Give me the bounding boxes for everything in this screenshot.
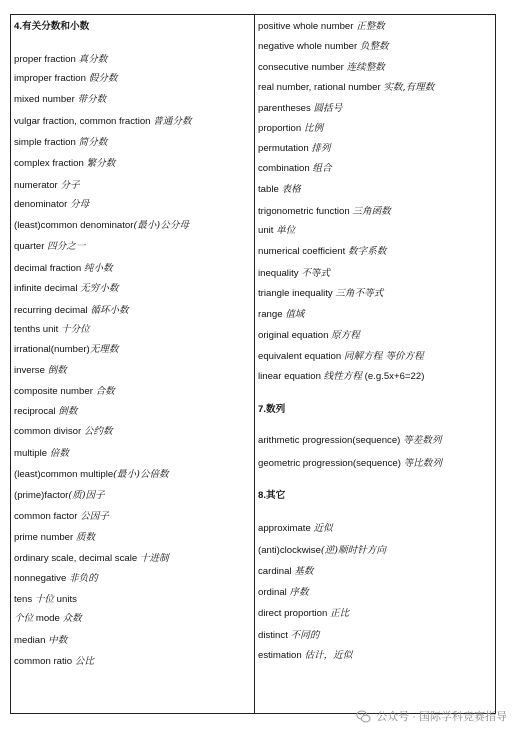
vocab-entry (14, 656, 94, 668)
term-english: range (258, 309, 286, 320)
vocab-entry (258, 371, 424, 383)
term-english: 4.有关分数和小数 (14, 21, 90, 32)
term-english: prime number (14, 532, 76, 543)
term-english: median (14, 635, 49, 646)
term-chinese: 近似 (313, 523, 333, 534)
term-english: (least)common denominator (14, 220, 134, 231)
term-english: inequality (258, 268, 302, 279)
term-english: permutation (258, 143, 312, 154)
term-english: approximate (258, 523, 314, 534)
vocab-entry (14, 94, 106, 106)
term-english: common factor (14, 511, 81, 522)
vocab-entry (14, 137, 107, 149)
vocab-entry (258, 103, 342, 115)
vocab-entry (258, 184, 301, 196)
vocab-entry (14, 116, 192, 128)
term-english: equivalent equation (258, 351, 344, 362)
vocab-entry (258, 608, 349, 620)
term-chinese: 三角函数 (352, 206, 391, 217)
term-chinese: 连续整数 (346, 62, 385, 73)
vocab-entry (14, 448, 69, 460)
column-divider (254, 15, 255, 713)
term-chinese: (最小)公分母 (133, 220, 189, 231)
vocab-entry (258, 82, 434, 94)
term-english: quarter (14, 241, 48, 252)
term-chinese: 实数,有理数 (383, 82, 435, 93)
watermark-text: 公众号 · 国际学科竞赛指导 (376, 711, 507, 723)
watermark (356, 706, 507, 726)
term-chinese: 等差数列 (403, 435, 442, 446)
term-chinese: 数字系数 (347, 246, 387, 257)
vocab-entry (14, 241, 85, 253)
term-english: (prime)factor (14, 490, 69, 501)
term-chinese: 质数 (75, 532, 96, 543)
term-chinese: 基数 (294, 566, 314, 577)
term-chinese: 同解方程 等价方程 (343, 351, 424, 362)
term-english: composite number (14, 386, 96, 397)
term-english: triangle inequality (258, 288, 336, 299)
term-chinese: 个位 (14, 613, 34, 624)
term-english: negative whole number (258, 41, 360, 52)
vocab-entry (14, 158, 115, 170)
term-chinese: 负整数 (359, 41, 389, 52)
section-heading (258, 404, 285, 416)
term-chinese: 简分数 (78, 137, 108, 148)
term-chinese: 倒数 (47, 365, 67, 376)
term-english: trigonometric function (258, 206, 353, 217)
vocab-entry (258, 206, 391, 218)
term-english: parentheses (258, 103, 314, 114)
term-english: direct proportion (258, 608, 330, 619)
term-english: inverse (14, 365, 48, 376)
wechat-icon (356, 709, 371, 724)
vocab-entry (258, 163, 332, 175)
term-chinese: 倒数 (58, 406, 78, 417)
term-chinese: 单位 (276, 225, 296, 236)
vocab-entry (258, 630, 319, 642)
vocab-entry (14, 553, 169, 565)
term-english: tens (14, 594, 35, 605)
term-chinese: 正整数 (356, 21, 385, 32)
term-chinese: 正比 (330, 608, 350, 619)
vocab-entry (14, 199, 89, 211)
term-chinese: 纯小数 (83, 263, 113, 274)
vocab-entry (14, 635, 67, 647)
vocab-entry (258, 268, 330, 280)
vocabulary-table (10, 14, 496, 714)
vocab-entry (258, 523, 333, 535)
term-english: ordinary scale, decimal scale (14, 553, 140, 564)
term-chinese: 公比 (74, 656, 94, 667)
term-extra: (e.g.5x+6=22) (361, 371, 425, 382)
vocab-entry (14, 305, 129, 317)
term-english: recurring decimal (14, 305, 91, 316)
term-english: 7.数列 (258, 404, 286, 415)
term-chinese: 序数 (289, 587, 309, 598)
term-english: improper fraction (14, 73, 89, 84)
term-chinese: 线性方程 (323, 371, 362, 382)
term-chinese: 不等式 (301, 268, 330, 279)
term-chinese: 原方程 (331, 330, 360, 341)
vocab-entry (258, 123, 323, 135)
term-english: 8.其它 (258, 490, 286, 501)
term-english: mixed number (14, 94, 78, 105)
term-english: nonnegative (14, 573, 69, 584)
term-chinese: 十进制 (139, 553, 169, 564)
vocab-entry (14, 220, 189, 232)
vocab-entry (258, 351, 424, 363)
term-chinese: (逆)顺时针方向 (320, 545, 386, 556)
term-english: numerator (14, 180, 61, 191)
term-chinese: 估计，近似 (304, 650, 353, 661)
vocab-entry (14, 180, 80, 192)
term-chinese: 不同的 (290, 630, 320, 641)
vocab-entry (258, 41, 389, 53)
term-chinese: 十分位 (60, 324, 90, 335)
vocab-entry (258, 309, 304, 321)
vocab-entry (258, 330, 360, 342)
section-heading (258, 490, 285, 502)
vocab-entry (14, 469, 169, 481)
vocab-entry (258, 566, 313, 578)
term-english: distinct (258, 630, 291, 641)
vocab-entry (258, 650, 352, 662)
vocab-entry (258, 225, 295, 237)
term-english: consecutive number (258, 62, 347, 73)
term-english: common divisor (14, 426, 84, 437)
vocab-entry (14, 490, 105, 502)
vocab-entry (14, 594, 77, 606)
vocab-entry (14, 344, 119, 356)
vocab-entry (258, 21, 385, 33)
term-english: simple fraction (14, 137, 79, 148)
vocab-entry (14, 511, 109, 523)
term-chinese: 排列 (311, 143, 331, 154)
vocab-entry (258, 587, 309, 599)
term-english: reciprocal (14, 406, 59, 417)
vocab-entry (14, 573, 98, 585)
term-english: unit (258, 225, 277, 236)
term-chinese: 假分数 (88, 73, 118, 84)
term-english: decimal fraction (14, 263, 84, 274)
vocab-entry (258, 143, 331, 155)
term-chinese: 十位 (34, 594, 54, 605)
term-chinese: (最小)公倍数 (113, 469, 169, 480)
vocab-entry (258, 545, 386, 557)
term-english: infinite decimal (14, 283, 81, 294)
term-chinese: 倍数 (49, 448, 69, 459)
term-chinese: 圆括号 (313, 103, 343, 114)
term-chinese: 真分数 (78, 54, 108, 65)
term-english: vulgar fraction, common fraction (14, 116, 154, 127)
vocab-entry (14, 386, 115, 398)
term-english: original equation (258, 330, 332, 341)
vocab-entry (258, 246, 386, 258)
vocab-entry (14, 324, 90, 336)
vocab-entry (14, 406, 77, 418)
term-chinese: 公约数 (83, 426, 113, 437)
vocab-entry (258, 435, 441, 447)
term-english: geometric progression(sequence) (258, 458, 404, 469)
vocab-entry (14, 365, 67, 377)
term-chinese: 分母 (70, 199, 90, 210)
vocab-entry (14, 283, 119, 295)
vocab-entry (258, 62, 385, 74)
term-chinese: 组合 (312, 163, 332, 174)
vocab-entry (14, 54, 107, 66)
term-chinese: 众数 (62, 613, 82, 624)
term-english: (anti)clockwise (258, 545, 321, 556)
term-english: arithmetic progression(sequence) (258, 435, 404, 446)
term-english: (least)common multiple (14, 469, 114, 480)
term-chinese: 中数 (48, 635, 68, 646)
term-english: irrational(number) (14, 344, 90, 355)
term-english: proper fraction (14, 54, 79, 65)
term-english: ordinal (258, 587, 290, 598)
vocab-entry (258, 458, 442, 470)
vocab-entry (14, 263, 113, 275)
vocab-entry (14, 532, 95, 544)
term-english: combination (258, 163, 313, 174)
term-chinese: 合数 (95, 386, 115, 397)
term-chinese: 值域 (285, 309, 305, 320)
term-chinese: 循环小数 (90, 305, 129, 316)
term-english: common ratio (14, 656, 75, 667)
term-chinese: 带分数 (77, 94, 107, 105)
term-chinese: 无理数 (89, 344, 119, 355)
term-chinese: 三角不等式 (335, 288, 384, 299)
term-english: estimation (258, 650, 305, 661)
section-heading (14, 21, 89, 33)
term-english: tenths unit (14, 324, 61, 335)
term-english: positive whole number (258, 21, 357, 32)
term-chinese: 无穷小数 (80, 283, 119, 294)
term-chinese: 公因子 (80, 511, 109, 522)
vocab-entry (14, 73, 117, 85)
term-chinese: (质)因子 (68, 490, 105, 501)
term-english: real number, rational number (258, 82, 384, 93)
term-chinese: 非负的 (68, 573, 98, 584)
vocab-entry (258, 288, 383, 300)
term-english: numerical coefficient (258, 246, 348, 257)
term-english: cardinal (258, 566, 295, 577)
term-chinese: 四分之一 (47, 241, 86, 252)
term-extra: mode (33, 613, 63, 624)
term-english: multiple (14, 448, 50, 459)
term-english: complex fraction (14, 158, 87, 169)
term-english: table (258, 184, 282, 195)
term-chinese: 表格 (281, 184, 301, 195)
term-english: linear equation (258, 371, 324, 382)
term-english: proportion (258, 123, 304, 134)
term-chinese: 等比数列 (403, 458, 442, 469)
vocab-entry (14, 613, 82, 625)
term-english: denominator (14, 199, 70, 210)
term-chinese: 比例 (303, 123, 324, 134)
term-chinese: 分子 (60, 180, 80, 191)
term-extra: units (54, 594, 77, 605)
term-chinese: 繁分数 (86, 158, 116, 169)
term-chinese: 普通分数 (153, 116, 192, 127)
vocab-entry (14, 426, 113, 438)
